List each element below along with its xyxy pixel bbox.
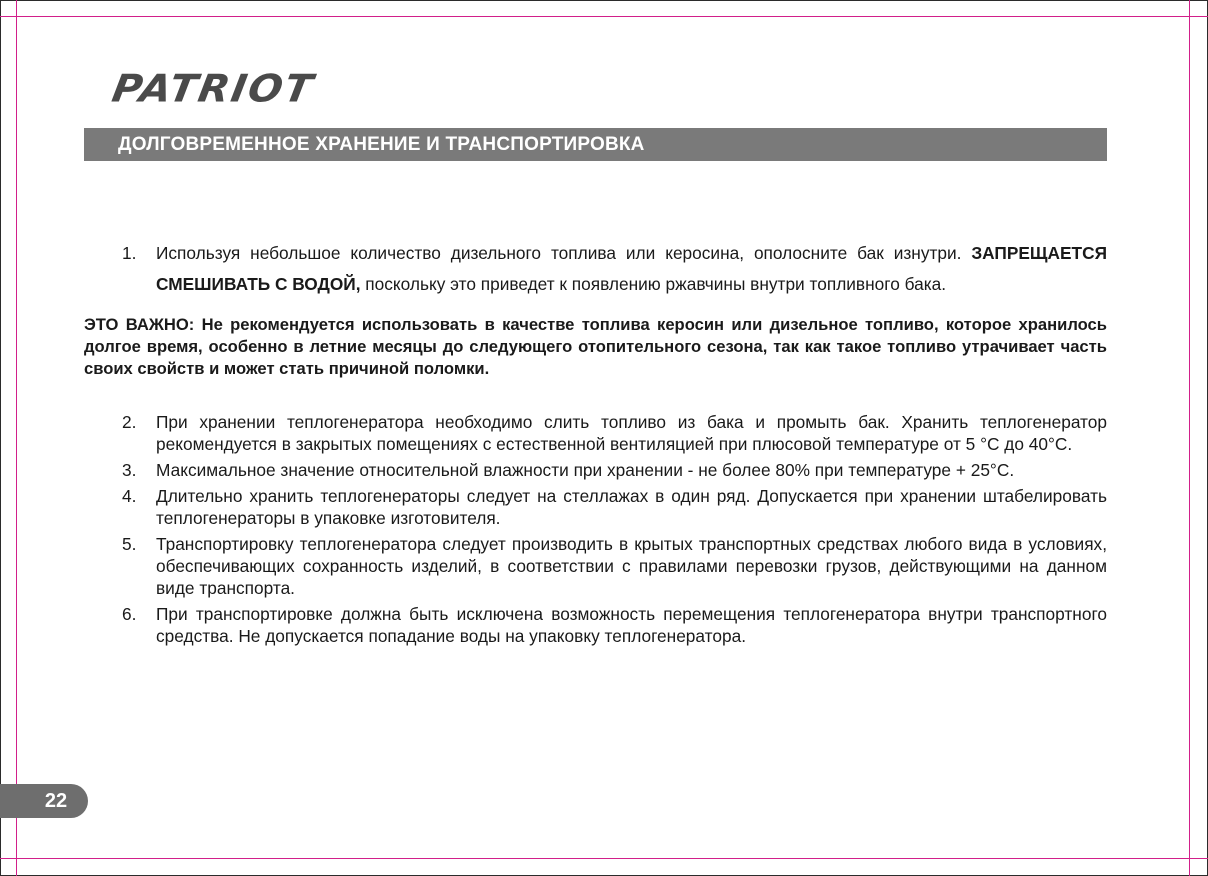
page-number: 22 [44,789,68,812]
list-item [84,533,1107,599]
list-item [84,459,1107,481]
storage-list [84,411,1107,647]
list-item-text: Транспортировку теплогенератора следует производить в крытых транспортных средствах любого вида в условиях, обеспечивающих сохранность изделий, в соответствии с правилами перевозки грузов, действующими на данном виде транспорта. [156,534,1107,598]
section-title: ДОЛГОВРЕМЕННОЕ ХРАНЕНИЕ И ТРАНСПОРТИРОВКА [118,133,645,155]
list-item-number: 6. [122,604,137,624]
list-item-number: 3. [122,460,137,480]
trim-line-right [1189,0,1190,876]
trim-line-top [0,16,1208,17]
list-item-text: При транспортировке должна быть исключена возможность перемещения теплогенератора внутри транспортного средства. Не допускается попадание воды на упаковку теплогенератора. [156,604,1107,646]
list-item [84,238,1107,300]
item-text-part: Используя небольшое количество дизельного топлива или керосина, ополосните бак изнутри. [156,243,972,263]
list-item-number: 1. [122,243,137,263]
list-item-text: При хранении теплогенератора необходимо слить топливо из бака и промыть бак. Хранить теплогенератор рекомендуется в закрытых помещениях с естественной вентиляцией при плюсовой температуре от 5 °C до 40°C. [156,412,1107,454]
important-note: ЭТО ВАЖНО: Не рекомендуется использовать в качестве топлива керосин или дизельное топливо, которое хранилось долгое время, особенно в летние месяцы до следующего отопительного сезона, так как такое топливо утрачивает часть своих свойств и может стать причиной поломки. [84,315,1107,378]
list-item [84,603,1107,647]
list-item-number: 5. [122,534,137,554]
content [84,238,1107,651]
list-item-text: Длительно хранить теплогенераторы следует на стеллажах в один ряд. Допускается при хранении штабелировать теплогенераторы в упаковке изготовителя. [156,486,1107,528]
trim-line-bottom [0,858,1208,859]
item-text-part: поскольку это приведет к появлению ржавчины внутри топливного бака. [360,274,947,294]
warning-text: ЗАПРЕЩАЕТСЯ СМЕШИВАТЬ С ВОДОЙ, [156,243,1107,294]
list-item [84,411,1107,455]
list-item-number: 2. [122,412,137,432]
brand-logo: PATRIOT [108,67,318,111]
trim-line-left [16,0,17,876]
page-number-tab [0,784,88,818]
list-item [84,485,1107,529]
list-item-number: 4. [122,486,137,506]
section-header [84,128,1107,161]
list-item-text [156,238,1107,300]
list-item-text: Максимальное значение относительной влажности при хранении - не более 80% при температуре + 25°C. [156,460,1015,480]
